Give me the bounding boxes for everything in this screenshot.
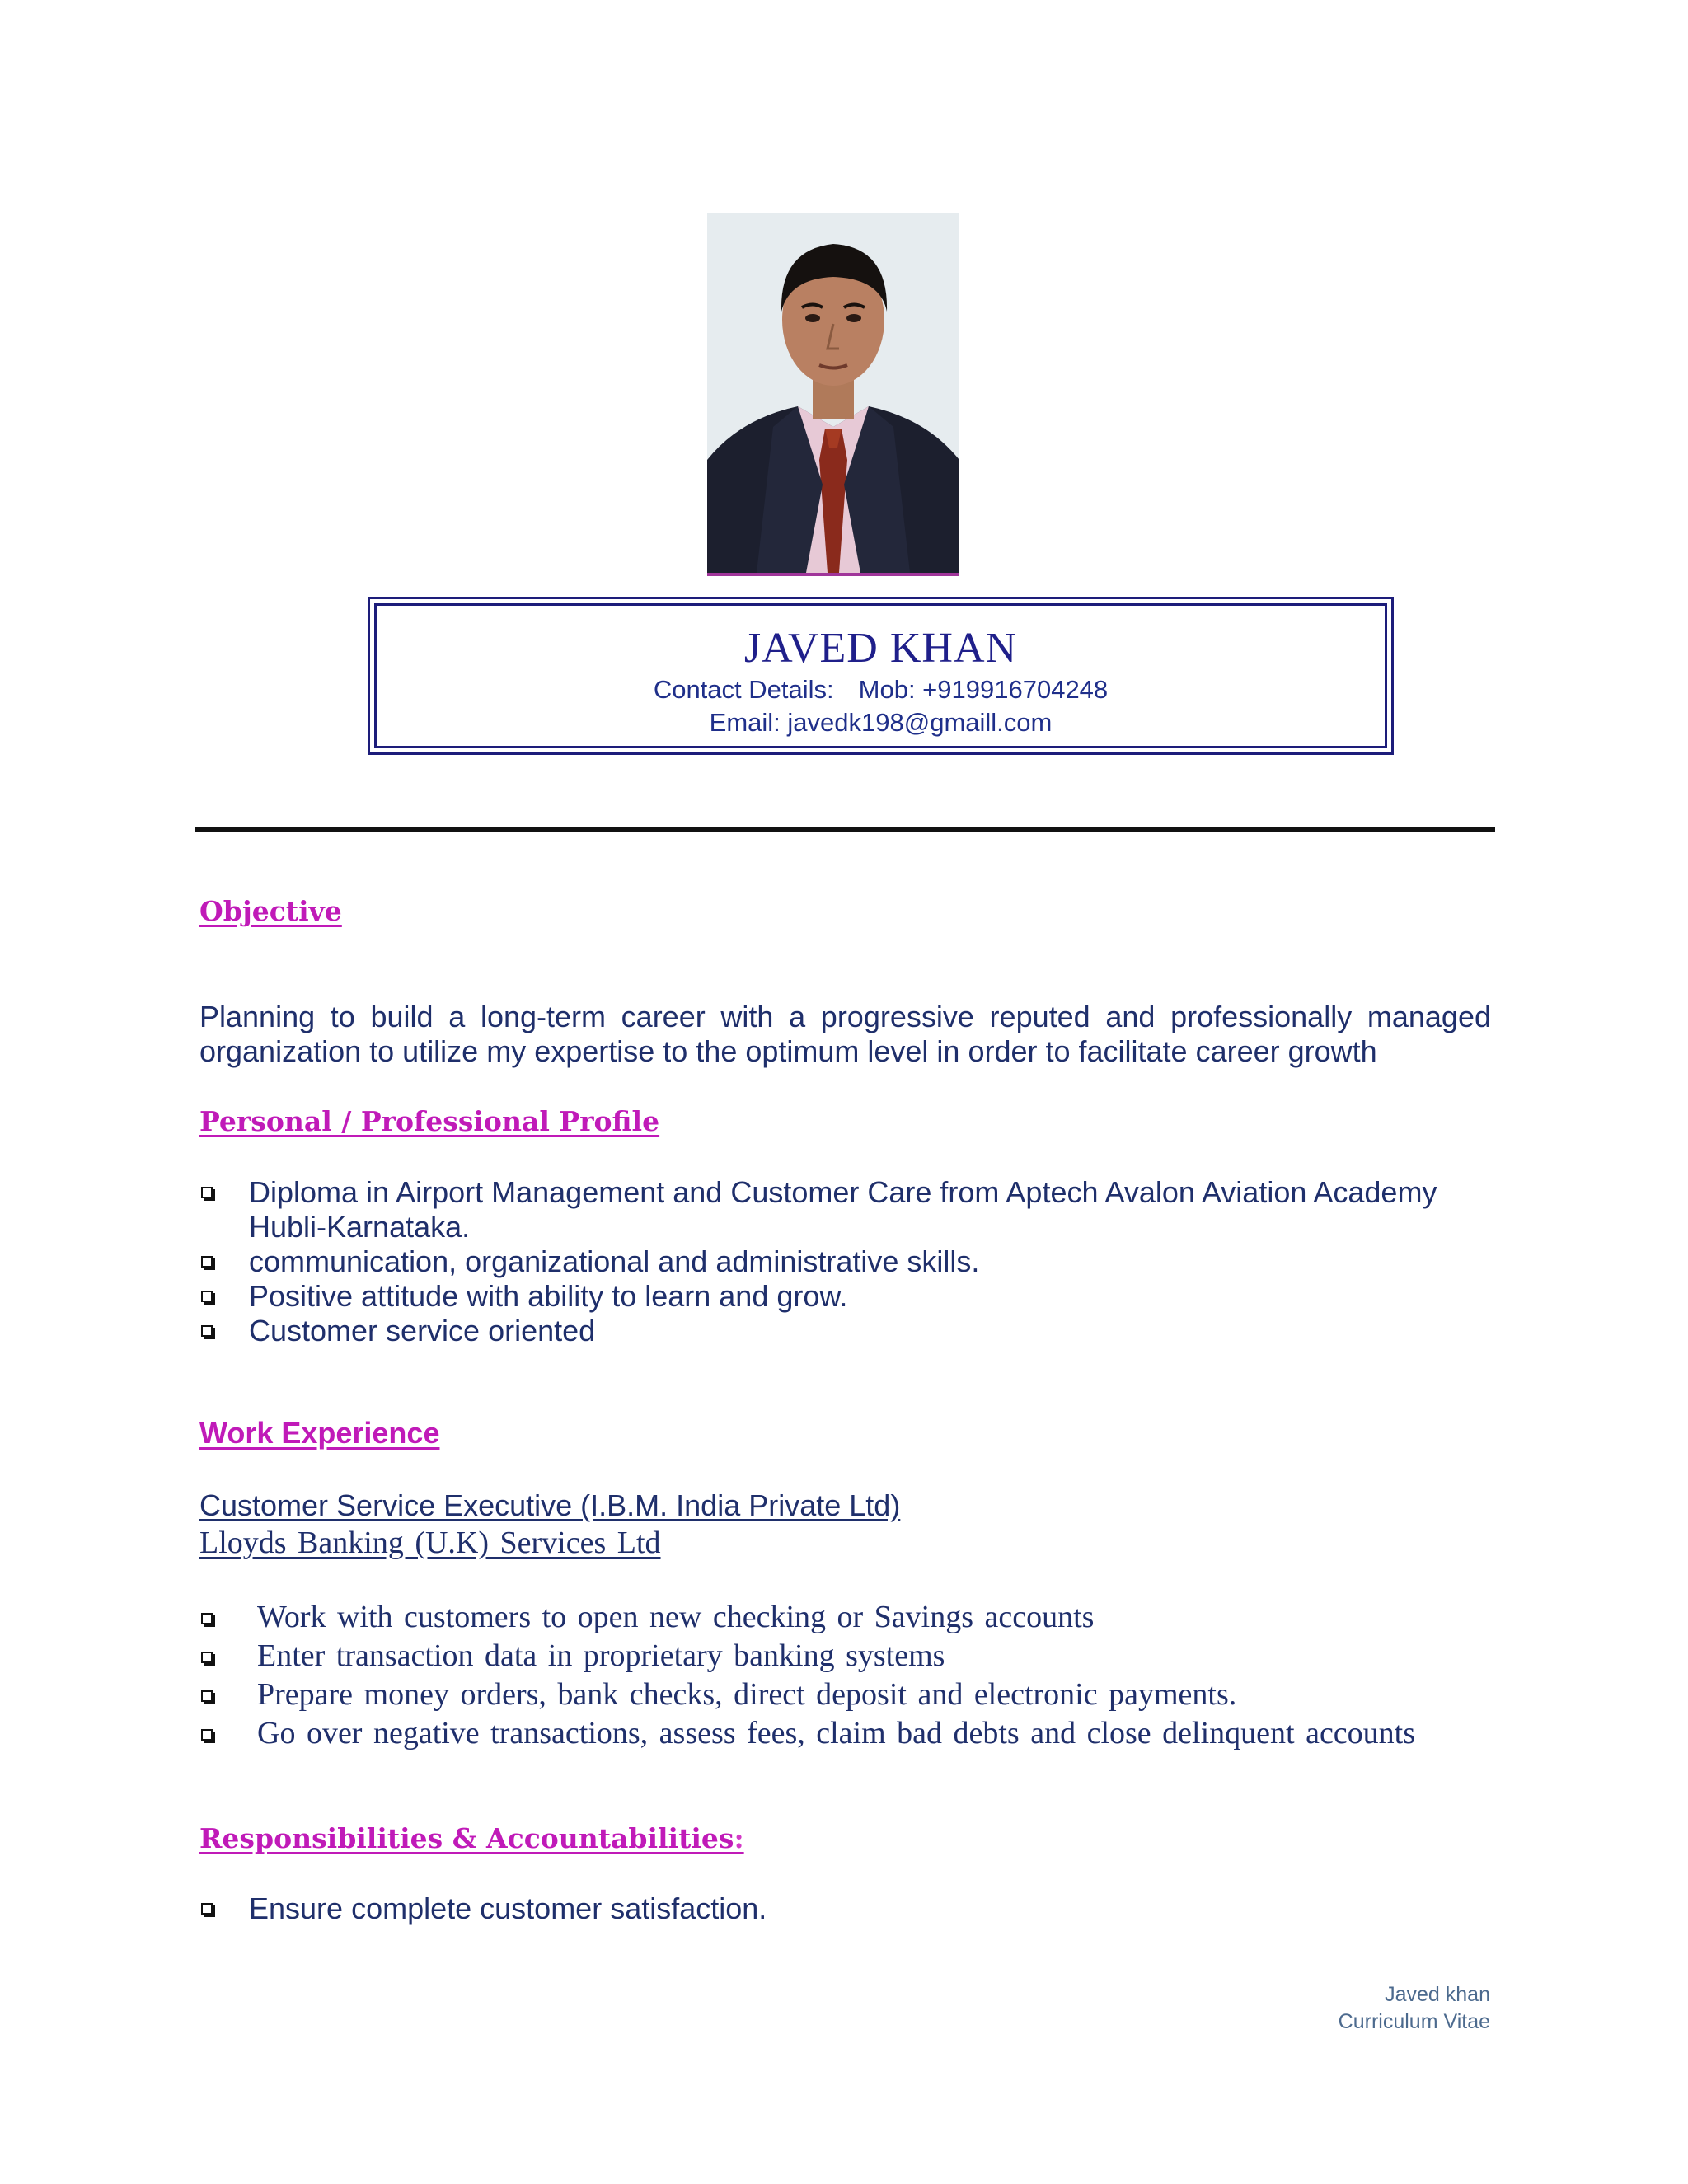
list-item: Ensure complete customer satisfaction. xyxy=(199,1891,1518,1926)
list-item: Work with customers to open new checking or Savings accounts xyxy=(199,1598,1518,1637)
profile-heading: Personal / Professional Profile xyxy=(199,1105,660,1137)
job-title: Customer Service Executive (I.B.M. India Private Ltd) xyxy=(199,1488,901,1522)
name-contact-box xyxy=(368,597,1394,755)
objective-text: Planning to build a long-term career with a progressive reputed and professionally managed organization to utilize my expertise to the optimum level in order to facilitate career growth xyxy=(199,1000,1491,1068)
candidate-name: JAVED KHAN xyxy=(743,625,1018,672)
responsibilities-list xyxy=(199,1891,1518,1926)
list-item: communication, organizational and administrative skills. xyxy=(199,1244,1518,1279)
mobile-number: Mob: +919916704248 xyxy=(858,675,1109,704)
list-item: Go over negative transactions, assess fees, claim bad debts and close delinquent accounts xyxy=(199,1714,1518,1753)
checkbox-bullet-icon xyxy=(201,1652,213,1663)
checkbox-bullet-icon xyxy=(201,1325,213,1337)
objective-heading: Objective xyxy=(199,895,342,927)
profile-photo-illustration xyxy=(707,213,959,573)
footer-name: Javed khan xyxy=(1385,1983,1490,2006)
checkbox-bullet-icon xyxy=(201,1903,213,1915)
list-item: Enter transaction data in proprietary banking systems xyxy=(199,1637,1518,1675)
horizontal-divider xyxy=(195,827,1495,832)
work-experience-heading: Work Experience xyxy=(199,1416,440,1450)
list-item: Prepare money orders, bank checks, direct deposit and electronic payments. xyxy=(199,1675,1518,1714)
checkbox-bullet-icon xyxy=(201,1690,213,1702)
footer-subtitle: Curriculum Vitae xyxy=(1338,2010,1490,2033)
checkbox-bullet-icon xyxy=(201,1729,213,1741)
list-item: Diploma in Airport Management and Customer Care from Aptech Avalon Aviation Academy Hubli-Karnataka. xyxy=(199,1175,1518,1244)
name-contact-inner xyxy=(374,603,1387,748)
list-item: Positive attitude with ability to learn and grow. xyxy=(199,1279,1518,1314)
job-company: Lloyds Banking (U.K) Services Ltd xyxy=(199,1526,661,1560)
checkbox-bullet-icon xyxy=(201,1613,213,1624)
work-duties-list xyxy=(199,1598,1518,1753)
profile-list xyxy=(199,1175,1518,1348)
email-address: Email: javedk198@gmaill.com xyxy=(709,708,1053,737)
checkbox-bullet-icon xyxy=(201,1187,213,1198)
responsibilities-heading: Responsibilities & Accountabilities: xyxy=(199,1822,744,1854)
profile-photo xyxy=(707,213,959,576)
checkbox-bullet-icon xyxy=(201,1291,213,1302)
checkbox-bullet-icon xyxy=(201,1256,213,1268)
page-footer xyxy=(1339,1981,1490,2036)
list-item: Customer service oriented xyxy=(199,1314,1518,1348)
contact-label: Contact Details: xyxy=(653,675,834,704)
contact-details xyxy=(377,673,1385,706)
